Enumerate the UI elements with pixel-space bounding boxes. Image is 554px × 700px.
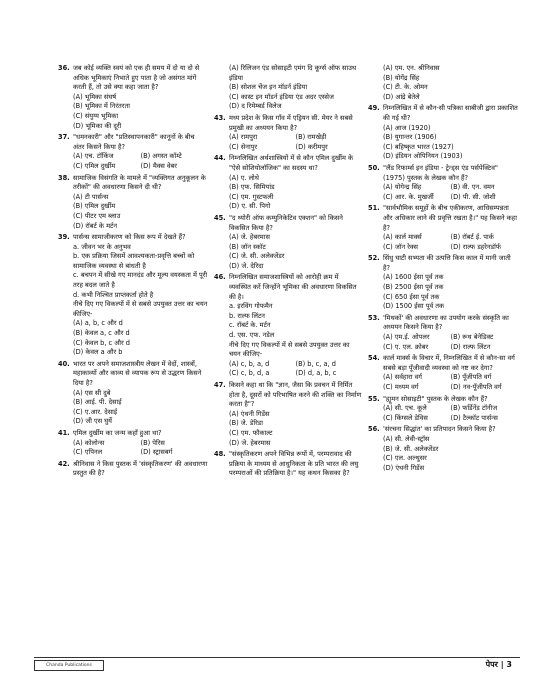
answer-options bbox=[368, 404, 518, 423]
question-text: निम्नलिखित अर्थशास्त्रियों में से कौन एमिल दुर्खीम के "ऐसे सोशियोलॉजिक" का सदस्य था? bbox=[229, 154, 354, 172]
question-number: 49. bbox=[368, 104, 380, 113]
answer-option: (A) भूमिका संघर्ष bbox=[73, 92, 117, 101]
answer-option: (B) फर्डिनेंड टॉनीज bbox=[450, 404, 498, 413]
question-stem bbox=[368, 164, 518, 183]
question-block bbox=[58, 460, 208, 479]
question-text: 'मिथकों' की अवधारणा का उपयोग करके संस्कृति का अध्ययन किसने किया है? bbox=[383, 313, 509, 332]
question-number: 52. bbox=[368, 254, 380, 263]
question-stem bbox=[58, 360, 208, 389]
question-number: 36. bbox=[58, 64, 70, 72]
answer-option: (A) सी. लेवी-स्ट्रॉस bbox=[383, 434, 430, 443]
answer-option: (A) कोलोन्स bbox=[73, 438, 105, 447]
answer-option: (C) आर. के. मुखर्जी bbox=[383, 192, 434, 201]
question-text: श्रीनिवास ने किस पुस्तक में 'संस्कृतिकरण' की अवधारणा प्रस्तुत की है? bbox=[73, 459, 208, 478]
question-text: कार्ल मार्क्स के विचार में, निम्नलिखित में से कौन-सा वर्ग सबसे बड़ा पूँजीवादी व्यवस्था को नष्ट कर देगा? bbox=[383, 354, 515, 372]
answer-option: (B) वी. एन. वमन bbox=[450, 183, 495, 192]
question-number: 45. bbox=[214, 213, 226, 222]
answer-option: (D) केवल a और b bbox=[73, 348, 123, 357]
answer-option: (C) कास्ट इन मॉडर्न इंडिया एंड अदर एस्सेज bbox=[229, 92, 334, 101]
statement-item: d. कभी निश्चित प्राप्तकर्ता होते है bbox=[73, 290, 154, 299]
answer-option: (B) जे. डेरिडा bbox=[229, 419, 264, 428]
answer-option: (C) जे. सी. अलेक्जेंडर bbox=[229, 252, 285, 261]
statement-item: b. राल्फ लिंटन bbox=[229, 311, 265, 320]
answer-option: (C) ए. एल. क्रोबर bbox=[383, 342, 429, 351]
question-stem bbox=[368, 354, 518, 373]
answer-options bbox=[368, 183, 518, 202]
question-stem bbox=[368, 314, 518, 333]
question-text: निम्नलिखित समाजशास्त्रियों को आरोही क्रम में व्यवस्थित करें जिन्होंने भूमिका की अवधारणा विकसित की है। bbox=[229, 273, 357, 301]
question-block bbox=[214, 214, 362, 272]
answer-option: (D) स्ट्रासबर्ग bbox=[140, 448, 173, 457]
question-number: 44. bbox=[214, 154, 226, 163]
answer-option: (D) नव-पूँजीपति वर्ग bbox=[450, 383, 502, 391]
question-stem bbox=[214, 273, 362, 302]
question-block bbox=[58, 429, 208, 458]
answer-options bbox=[58, 389, 208, 427]
question-text: "लैंड रिफार्म्स इन इंडिया - ट्रेन्ड्स एंड पर्सपेक्टिव" (1975) पुस्तक के लेखक कौन हैं? bbox=[383, 163, 498, 182]
question-number: 51. bbox=[368, 204, 380, 213]
statement-item: d. एस. एफ. नडेल bbox=[229, 331, 275, 340]
answer-option: (D) जे. देरिदा bbox=[229, 261, 264, 270]
answer-options bbox=[368, 373, 518, 392]
question-text: सिंधु घाटी सभ्यता की उत्पत्ति किस काल में मानी जाती है? bbox=[383, 254, 511, 272]
answer-option: (B) रॉबर्ट ई. पार्क bbox=[450, 233, 494, 242]
question-block bbox=[58, 233, 208, 358]
question-block bbox=[58, 174, 208, 232]
question-number: 48. bbox=[214, 450, 226, 459]
answer-option: (D) जे. हेबरमास bbox=[229, 438, 271, 447]
answer-option: (B) एमिल दुर्खीम bbox=[73, 202, 116, 211]
answer-option: (C) जॉन रेक्स bbox=[383, 242, 418, 251]
answer-option: (C) 650 ईसा पूर्व तक bbox=[383, 292, 440, 301]
answer-option: (B) भूमिका में निरंतरता bbox=[73, 102, 130, 111]
answer-option: (B) केवल a, c और d bbox=[73, 329, 130, 338]
answer-options bbox=[214, 174, 362, 212]
question-stem bbox=[58, 64, 208, 93]
answer-options bbox=[368, 233, 518, 252]
question-number: 54. bbox=[368, 354, 380, 363]
answer-option: (C) एल. अल्थुसर bbox=[383, 454, 427, 463]
statement-item: a. इरविंग गोफमैन bbox=[229, 302, 273, 311]
answer-options bbox=[58, 93, 208, 131]
answer-option: (B) पेरिस bbox=[140, 438, 165, 447]
answer-option: (D) मैक्स वेबर bbox=[140, 161, 177, 170]
question-stem bbox=[58, 233, 208, 243]
question-block bbox=[214, 64, 362, 112]
answer-option: (A) आज (1920) bbox=[383, 123, 431, 132]
answer-options bbox=[368, 124, 518, 162]
answer-option: (B) युगान्तर (1906) bbox=[383, 133, 437, 142]
question-block bbox=[368, 254, 518, 312]
answer-option: (D) राल्फ लिंटन bbox=[450, 342, 491, 351]
answer-option: (A) योगेन्द्र सिंह bbox=[383, 183, 422, 192]
answer-option: (D) टैल्कॉट पार्सन्स bbox=[450, 413, 498, 422]
answer-option: (A) एंथनी गिडेंस bbox=[229, 409, 270, 418]
answer-option: (C) टी. के. ओमन bbox=[383, 83, 428, 92]
question-text: पार्सन्स सामाजीकरण को किस रूप में देखते हैं? bbox=[73, 233, 186, 242]
answer-options bbox=[368, 435, 518, 473]
statement-item: c. बचपन में सीखे गए मानदंड और मूल्य वयस्कता में पूरी तरह बदल जाते है bbox=[73, 271, 208, 290]
answer-option: (D) एंथनी गिडेंस bbox=[383, 463, 425, 472]
answer-option: (B) रूथ बेनेडिक्ट bbox=[450, 333, 494, 342]
question-block bbox=[368, 425, 518, 473]
answer-options bbox=[368, 64, 518, 102]
page-number: पेपर | 3 bbox=[485, 660, 512, 669]
answer-option: (D) जी एस घुर्ये bbox=[73, 417, 112, 426]
answer-options bbox=[368, 333, 518, 352]
answer-option: (B) रामखेड़ी bbox=[295, 133, 327, 142]
answer-option: (B) b, c, a, d bbox=[295, 359, 336, 368]
answer-option: (A) रामपुरा bbox=[229, 133, 258, 142]
question-stem bbox=[214, 381, 362, 410]
answer-options bbox=[214, 64, 362, 112]
question-block bbox=[58, 360, 208, 427]
answer-option: (A) एम. एन. श्रीनिवास bbox=[383, 64, 440, 72]
answer-option: (D) करीमपुर bbox=[295, 142, 328, 151]
answer-option: (B) योगेंद्र सिंह bbox=[383, 73, 420, 82]
answer-options bbox=[368, 273, 518, 311]
question-stem bbox=[368, 395, 518, 405]
question-text: "द थ्योरी ऑफ कम्युनिकेटिव एक्शन" को किसने विकसित किया है? bbox=[229, 213, 343, 232]
question-text: "सार्वभौमिक समूहों के बीच एकीकरण, आधिसम्पन्नता और अधिकार लाने की प्रवृत्ति रखता है।" यह किसने कहा है? bbox=[383, 204, 517, 232]
column-2 bbox=[214, 64, 362, 481]
question-text: निम्नलिखित में से कौन-सी पत्रिका साबीजी द्वारा प्रकाशित की गई थी? bbox=[383, 104, 518, 122]
answer-option: (A) ए. लोथे bbox=[229, 173, 259, 182]
question-number: 43. bbox=[214, 113, 226, 122]
statement-item: c. रॉबर्ट के. मर्टन bbox=[229, 321, 271, 330]
question-stem bbox=[214, 114, 362, 133]
question-block bbox=[214, 273, 362, 379]
question-number: 56. bbox=[368, 425, 380, 434]
answer-option: (D) रॉबर्ट के मर्टन bbox=[73, 221, 117, 230]
question-number: 37. bbox=[58, 133, 70, 142]
statement-item: b. एक प्रक्रिया जिसमें आवश्यकता-प्रवृत्ति बच्चों को सामाजिक व्यवस्था से बांधती है bbox=[73, 252, 195, 270]
answer-option: (A) कार्ल मार्क्स bbox=[383, 233, 422, 242]
question-stem bbox=[58, 460, 208, 479]
answer-option: (A) एस सी दुबे bbox=[73, 388, 111, 397]
answer-option: (A) सर्वहारा वर्ग bbox=[383, 373, 422, 382]
answer-option: (C) सेनापुर bbox=[229, 142, 258, 151]
question-text: सामाजिक विसंगति के मामले में "व्यक्तिगत अनुकूलन के तरीकों" की अवधारणा किसने दी थी? bbox=[73, 173, 206, 192]
answer-options bbox=[214, 360, 362, 379]
statement-item: नीचे दिए गए विकल्पों में से सबसे उपयुक्त उत्तर का चयन कीजिए- bbox=[229, 340, 350, 359]
question-block bbox=[368, 314, 518, 352]
answer-option: (A) जे. हेबरमास bbox=[229, 233, 270, 242]
statement-item: a. जीवन भर के अनुभव bbox=[73, 242, 131, 251]
question-number: 40. bbox=[58, 359, 70, 368]
question-stem bbox=[58, 174, 208, 193]
question-block bbox=[214, 114, 362, 152]
question-block bbox=[368, 395, 518, 424]
answer-option: (A) रिलिजन एंड सोसाइटी एमंग दि कूर्ग्स ऑफ साउथ इंडिया bbox=[229, 64, 357, 82]
answer-option: (B) एफ. सिमियांड bbox=[229, 183, 275, 192]
answer-option: (A) टी पार्सन्स bbox=[73, 192, 109, 201]
question-text: "संस्कृतिकरण अपने विभिन्न रूपों में, परम्परावाद की प्रक्रिया के माध्यम से आधुनिकता के प्रति भारत की लघु परम्पराओं की प्रतिक्रिया है।" यह कथन किसका है? bbox=[229, 450, 359, 478]
answer-options bbox=[58, 152, 208, 171]
answer-option: (C) मध्यम वर्ग bbox=[383, 383, 419, 391]
question-text: जब कोई व्यक्ति स्वयं को एक ही समय में दो या दो से अधिक भूमिकाएं निभाते हुए पाता है जो असंगत मांगें करती हैं, तो उसे क्या कहा जाता है? bbox=[73, 64, 200, 92]
answer-option: (C) केवल b, c और d bbox=[73, 338, 130, 347]
answer-option: (D) 1500 ईसा पूर्व तक bbox=[383, 302, 445, 311]
question-block bbox=[58, 133, 208, 171]
answer-option: (D) पी. सी. जोशी bbox=[450, 192, 496, 201]
answer-option: (A) एच. टॉकिंज bbox=[73, 152, 114, 161]
question-text: एमिल दुर्खीम का जन्म कहाँ हुआ था? bbox=[73, 428, 162, 437]
answer-option: (B) आई. पी. देसाई bbox=[73, 398, 122, 407]
question-stem bbox=[214, 154, 362, 173]
answer-option: (A) c, b, a, d bbox=[229, 359, 270, 368]
answer-options bbox=[214, 233, 362, 271]
answer-option: (C) एपिनल bbox=[73, 448, 103, 457]
column-1 bbox=[58, 64, 208, 481]
answer-option: (B) 2500 ईसा पूर्व तक bbox=[383, 283, 444, 292]
answer-option: (D) d, a, b, c bbox=[295, 369, 337, 378]
question-text: भारत पर अपने समाजशास्त्रीय लेखन में वेदों, शास्त्रों, महाकाव्यों और काव्य से व्यापक रूप से उद्धरण किसने दिया है? bbox=[73, 359, 202, 387]
question-stem bbox=[368, 254, 518, 273]
answer-option: (C) एम. फौकाल्ट bbox=[229, 428, 273, 437]
answer-option: (D) ए. सी. पिगो bbox=[229, 202, 271, 211]
publisher-logo: Chanda Publications bbox=[34, 660, 104, 671]
answer-option: (C) बहिष्कृत भारत (1927) bbox=[383, 142, 454, 151]
answer-option: (C) ए.आर. देसाई bbox=[73, 407, 118, 416]
statement-item: नीचे दिए गए विकल्पों में से सबसे उपयुक्त उत्तर का चयन कीजिए- bbox=[73, 300, 208, 318]
answer-option: (C) पीटर एम ब्लाउ bbox=[73, 211, 121, 220]
answer-option: (A) एम.ई. ओपलर bbox=[383, 333, 430, 342]
answer-option: (B) अगस्त कॉम्टे bbox=[140, 152, 182, 161]
question-block bbox=[214, 154, 362, 212]
answer-option: (B) जॉन स्कॉट bbox=[229, 242, 266, 251]
question-number: 42. bbox=[58, 459, 70, 468]
question-stem bbox=[214, 450, 362, 479]
answer-option: (D) द रिमेम्बर्ड विलेज bbox=[229, 102, 282, 111]
question-block bbox=[368, 204, 518, 252]
answer-options bbox=[214, 410, 362, 448]
question-block bbox=[368, 354, 518, 392]
question-stem bbox=[368, 204, 518, 233]
answer-options bbox=[58, 319, 208, 357]
question-block bbox=[58, 64, 208, 131]
question-text: 'संरचना सिद्धांत' का प्रतिपादन किसने किया है? bbox=[383, 425, 496, 434]
answer-option: (D) इंडियन ओपिनियन (1903) bbox=[383, 152, 463, 161]
answer-option: (C) एम. गुस्टफली bbox=[229, 192, 274, 201]
answer-option: (D) राल्फ डहरेनडॉर्फ bbox=[450, 242, 501, 251]
question-stem bbox=[368, 425, 518, 435]
question-block bbox=[214, 381, 362, 448]
question-text: मध्य प्रदेश के किस गाँव में एड्रियन सी. मेयर ने सबसे प्रमुखी का अध्ययन किया है? bbox=[229, 113, 353, 132]
answer-options bbox=[58, 439, 208, 458]
question-stem bbox=[214, 214, 362, 233]
answer-option: (B) जे. सी. अलेक्जेंडर bbox=[383, 444, 439, 453]
answer-option: (D) भूमिका की दूरी bbox=[73, 121, 122, 130]
answer-option: (C) एमिल दुर्खीम bbox=[73, 161, 116, 170]
answer-option: (C) संयुग्म भूमिका bbox=[73, 111, 119, 120]
question-block bbox=[368, 164, 518, 202]
question-stem bbox=[58, 429, 208, 439]
answer-options bbox=[58, 193, 208, 231]
question-stem bbox=[58, 133, 208, 152]
question-text: "धमनकारी" और "प्रतिस्थापनकारी" कानूनों के बीच अंतर किसने किया है? bbox=[73, 133, 195, 151]
footer-divider bbox=[34, 657, 520, 658]
question-number: 47. bbox=[214, 381, 226, 389]
answer-option: (A) सी. एच. कूले bbox=[383, 404, 427, 413]
answer-option: (B) पूँजीपति वर्ग bbox=[450, 373, 492, 382]
answer-option: (C) c, b, d, a bbox=[229, 369, 270, 378]
question-stem bbox=[368, 104, 518, 123]
answer-option: (B) सोशल चेंज इन मॉडर्न इंडिया bbox=[229, 83, 308, 92]
answer-options bbox=[214, 133, 362, 152]
question-number: 38. bbox=[58, 173, 70, 182]
answer-option: (D) आंद्रे बेतेले bbox=[383, 92, 420, 101]
question-text: "ह्यूमन सोसाइटी" पुस्तक के लेखक कौन हैं? bbox=[383, 394, 488, 403]
question-text: किसने कहा था कि "ज्ञान, जैसा कि प्रवचन में निर्मित होता है, दूसरों को परिभाषित करने की शक्ति का निर्माण करता है"? bbox=[229, 381, 362, 409]
question-number: 50. bbox=[368, 163, 380, 172]
question-block bbox=[214, 450, 362, 479]
answer-option: (C) किंग्सले डेविस bbox=[383, 413, 428, 422]
question-block bbox=[368, 104, 518, 162]
question-number: 39. bbox=[58, 233, 70, 242]
column-3 bbox=[368, 64, 518, 475]
question-number: 41. bbox=[58, 428, 70, 437]
question-number: 46. bbox=[214, 273, 226, 282]
question-block bbox=[368, 64, 518, 102]
answer-option: (A) a, b, c और d bbox=[73, 319, 123, 328]
question-number: 53. bbox=[368, 313, 380, 322]
question-number: 55. bbox=[368, 394, 380, 403]
answer-option: (A) 1600 ईसा पूर्व तक bbox=[383, 273, 444, 282]
